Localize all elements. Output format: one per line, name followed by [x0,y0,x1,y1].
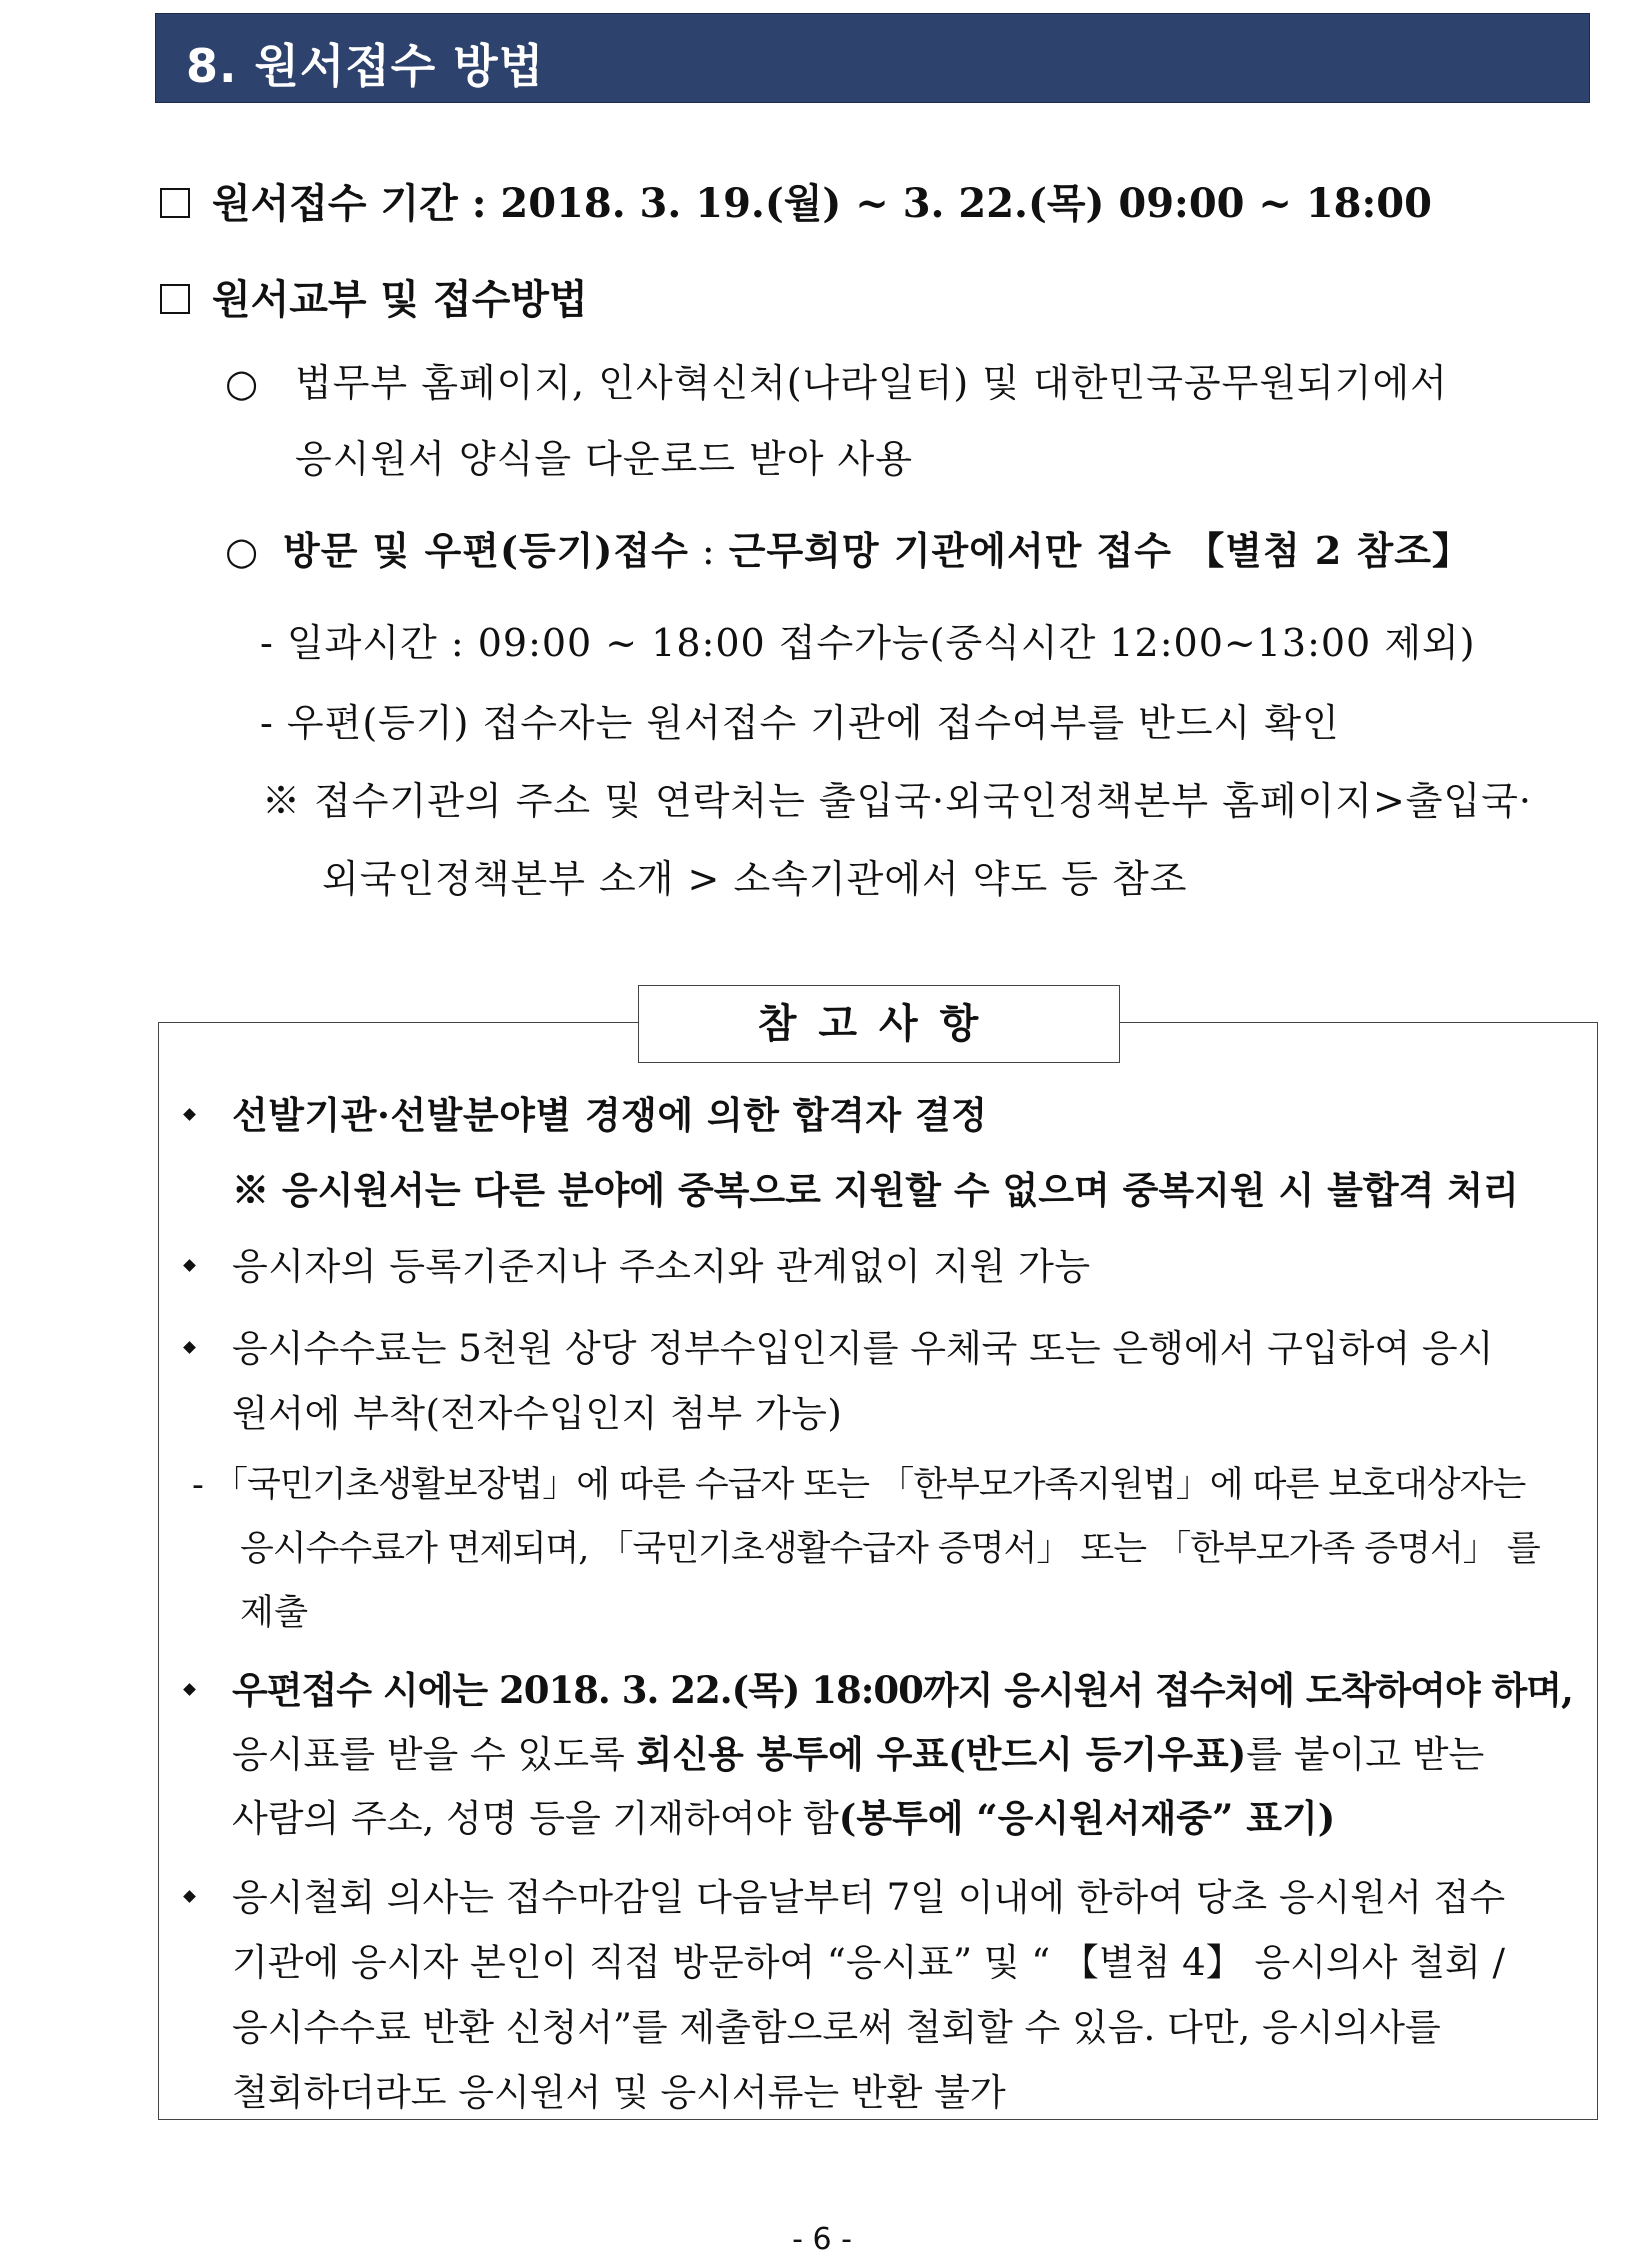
section-header-bar [155,13,1590,103]
period-row [160,172,1432,229]
method-note-line-2: 외국인정책본부 소개 > 소속기관에서 약도 등 참조 [322,857,1188,901]
method-sub-2: - 우편(등기) 접수자는 원서접수 기관에 접수여부를 반드시 확인 [260,701,1340,745]
reference-title: 참고사항 [638,985,1120,1063]
ref-bullet-5 [185,1867,1505,1921]
diamond-bullet-icon [183,1683,196,1696]
ref-dash-line-3: 제출 [240,1593,309,1633]
ref-bullet-4-line-1: 우편접수 시에는 2018. 3. 22.(목) 18:00까지 응시원서 접수처에 도착하여야 하며, [232,1668,1573,1712]
ref-bullet-2 [185,1236,1091,1290]
method-item-1-line-2: 응시원서 양식을 다운로드 받아 사용 [295,437,913,481]
ref-bullet-4-line-3-a: 사람의 주소, 성명 등을 기재하여야 함 [232,1797,839,1840]
ref-bullet-4-line-2-a: 응시표를 받을 수 있도록 [232,1733,637,1776]
method-item-2-rest: 근무희망 기관에서만 접수 【별첨 2 참조】 [728,528,1471,573]
ref-bullet-5-line-4: 철회하더라도 응시원서 및 응시서류는 반환 불가 [232,2071,1006,2114]
ref-bullet-1 [185,1085,988,1139]
checkbox-icon [160,188,190,218]
method-item-2-colon: : [688,529,729,573]
diamond-bullet-icon [183,1259,196,1272]
ref-bullet-3 [185,1318,1493,1372]
ref-bullet-1-text: 선발기관·선발분야별 경쟁에 의한 합격자 결정 [232,1093,988,1137]
diamond-bullet-icon [183,1108,196,1121]
method-item-2 [225,520,1471,575]
method-item-1 [225,352,1448,407]
method-item-2-bold: 방문 및 우편(등기)접수 [283,528,689,573]
checkbox-icon [160,284,190,314]
period-text: 원서접수 기간 : 2018. 3. 19.(월) ~ 3. 22.(목) 09:00 ~ 18:00 [212,180,1432,227]
ref-bullet-5-line-1: 응시철회 의사는 접수마감일 다음날부터 7일 이내에 한하여 당초 응시원서 접수 [232,1876,1506,1919]
method-note-line-1: ※ 접수기관의 주소 및 연락처는 출입국·외국인정책본부 홈페이지>출입국· [262,779,1533,823]
circle-bullet-icon: ○ [225,361,260,405]
ref-dash-line-1: - 「국민기초생활보장법」에 따른 수급자 또는 「한부모가족지원법」에 따른 보호대상자는 [192,1465,1526,1505]
method-heading-row [160,268,588,325]
ref-bullet-4-line-2-c: 를 붙이고 받는 [1246,1733,1485,1776]
ref-bullet-4-line-2-b: 회신용 봉투에 우표(반드시 등기우표) [636,1732,1247,1776]
ref-bullet-2-text: 응시자의 등록기준지나 주소지와 관계없이 지원 가능 [232,1245,1091,1288]
method-heading: 원서교부 및 접수방법 [212,276,588,323]
ref-bullet-4-line-3 [232,1788,1335,1842]
ref-bullet-4 [185,1660,1573,1714]
ref-bullet-4-line-2 [232,1724,1484,1778]
ref-bullet-3-line-1: 응시수수료는 5천원 상당 정부수입인지를 우체국 또는 은행에서 구입하여 응시 [232,1327,1494,1370]
ref-dash-line-2: 응시수수료가 면제되며, 「국민기초생활수급자 증명서」 또는 「한부모가족 증명서」 를 [240,1529,1540,1569]
circle-bullet-icon: ○ [225,529,260,573]
method-item-1-line-1: 법무부 홈페이지, 인사혁신처(나라일터) 및 대한민국공무원되기에서 [295,361,1448,405]
ref-bullet-4-line-3-b: (봉투에 “응시원서재중” 표기) [838,1796,1336,1840]
diamond-bullet-icon [183,1341,196,1354]
method-sub-1: - 일과시간 : 09:00 ~ 18:00 접수가능(중식시간 12:00~13:00 제외) [260,621,1476,665]
ref-bullet-1-note: ※ 응시원서는 다른 분야에 중복으로 지원할 수 없으며 중복지원 시 불합격 처리 [232,1168,1519,1212]
section-title: 8. 원서접수 방법 [186,39,545,93]
page-number: - 6 - [792,2222,852,2257]
ref-bullet-5-line-3: 응시수수료 반환 신청서”를 제출함으로써 철회할 수 있음. 다만, 응시의사를 [232,2006,1441,2049]
diamond-bullet-icon [183,1890,196,1903]
ref-bullet-3-line-2: 원서에 부착(전자수입인지 첨부 가능) [232,1392,843,1435]
ref-bullet-5-line-2: 기관에 응시자 본인이 직접 방문하여 “응시표” 및 “ 【별첨 4】 응시의사 철회 / [232,1941,1505,1984]
